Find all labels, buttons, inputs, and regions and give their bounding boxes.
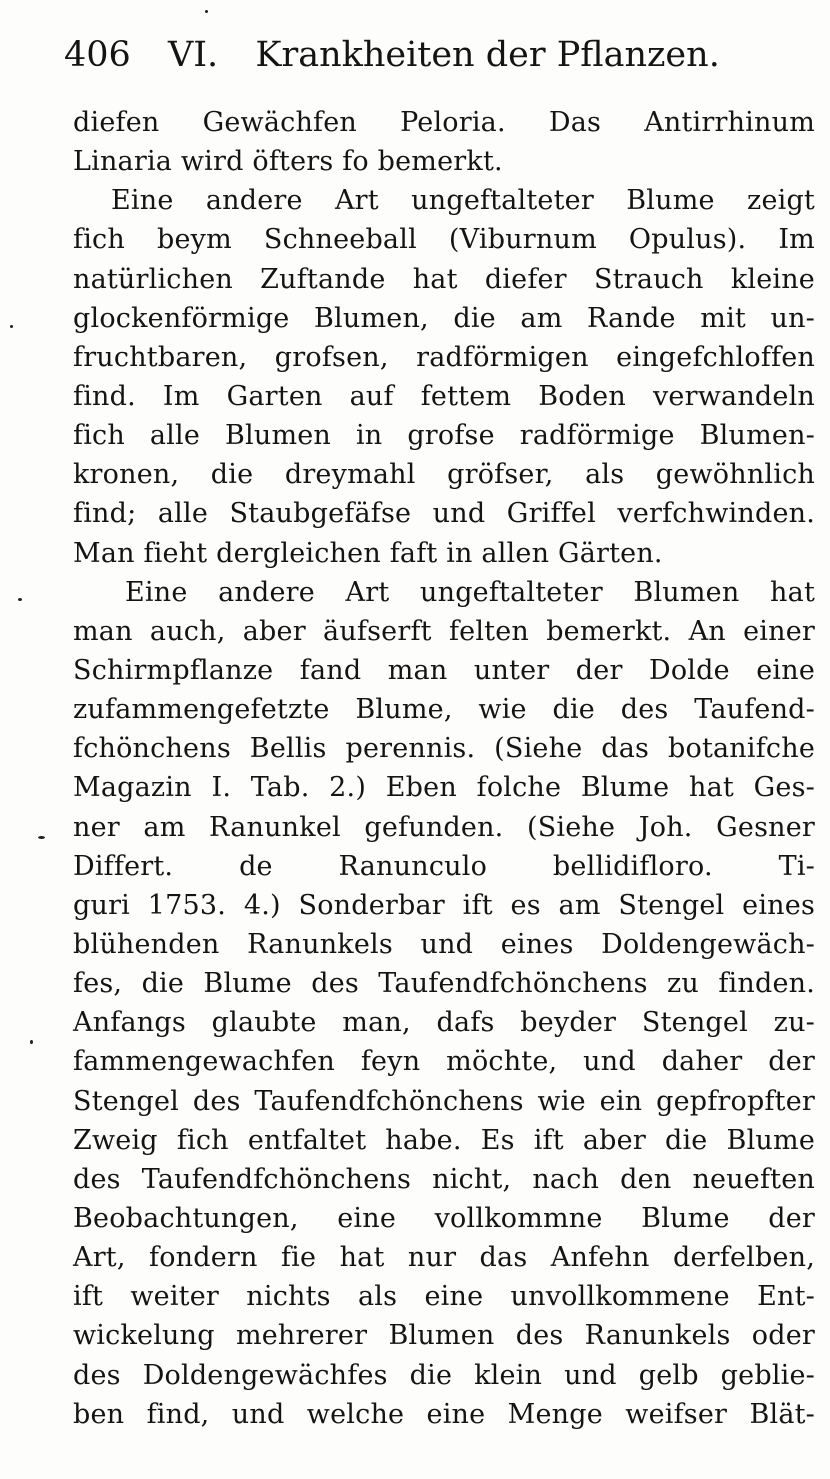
chapter-number: VI. [167,35,219,75]
text-line: find. Im Garten auf fettem Boden verwandeln [73,380,815,412]
text-line: Magazin I. Tab. 2.) Eben folche Blume hat Ges- [73,772,815,804]
text-line: Art, fondern fie hat nur das Anfehn derfelben, [73,1242,815,1274]
ink-speck [18,598,22,601]
text-line: fich beym Schneeball (Viburnum Opulus). Im [73,224,815,256]
text-line: ben find, und welche eine Menge weifser Blät- [73,1398,815,1430]
text-line: ift weiter nichts als eine unvollkommene Ent- [73,1281,815,1313]
text-line: Linaria wird öfters fo bemerkt. [73,146,503,178]
chapter-title: Krankheiten der Pflanzen. [255,35,720,75]
text-line: fchönchens Bellis perennis. (Siehe das botanifche [73,733,815,765]
text-line: fes, die Blume des Taufendfchönchens zu finden. [73,968,815,1000]
text-line: des Taufendfchönchens nicht, nach den neueften [73,1163,815,1195]
text-line: fruchtbaren, grofsen, radförmigen eingefchloffen [73,341,815,373]
running-head [64,30,804,80]
text-line: guri 1753. 4.) Sonderbar ift es am Stengel eines [73,889,815,921]
text-line: wickelung mehrerer Blumen des Ranunkels oder [73,1320,815,1352]
text-line: Anfangs glaubte man, dafs beyder Stengel zu- [73,1007,815,1039]
text-line: kronen, die dreymahl gröfser, als gewöhnlich [73,459,815,491]
text-line: blühenden Ranunkels und eines Doldengewäch- [73,928,815,960]
text-line: fammengewachfen feyn möchte, und daher der [73,1046,815,1078]
text-line: Zweig fich entfaltet habe. Es ift aber die Blume [73,1124,815,1156]
text-line: Differt. de Ranunculo bellidifloro. Ti- [73,850,815,882]
page-number: 406 [64,35,131,75]
text-line: des Doldengewächfes die klein und gelb geblie- [73,1359,815,1391]
ink-speck [205,10,208,13]
ink-speck [10,325,13,328]
text-line: Stengel des Taufendfchönchens wie ein gepfropfter [73,1085,815,1117]
text-line: Man fieht dergleichen faft in allen Gärten. [73,537,663,569]
ink-speck [30,1040,33,1044]
text-line: glockenförmige Blumen, die am Rande mit un- [73,302,815,334]
text-line: find; alle Staubgefäfse und Griffel verfchwinden. [73,498,815,530]
text-line: Schirmpflanze fand man unter der Dolde eine [73,654,815,686]
text-line: Eine andere Art ungeftalteter Blume zeigt [111,185,815,217]
text-line: diefen Gewächfen Peloria. Das Antirrhinum [73,107,815,138]
text-line: fich alle Blumen in grofse radförmige Blumen- [73,420,815,452]
text-line: zufammengefetzte Blume, wie die des Taufend- [73,694,815,726]
body-text [73,103,815,1434]
text-line: ner am Ranunkel gefunden. (Siehe Joh. Gesner [73,811,815,843]
text-line: man auch, aber äufserft felten bemerkt. An einer [73,615,815,647]
text-line: Eine andere Art ungeftalteter Blumen hat [125,576,815,608]
ink-speck [38,836,45,839]
text-line: Beobachtungen, eine vollkommne Blume der [73,1202,815,1234]
text-line: natürlichen Zuftande hat diefer Strauch kleine [73,263,815,295]
